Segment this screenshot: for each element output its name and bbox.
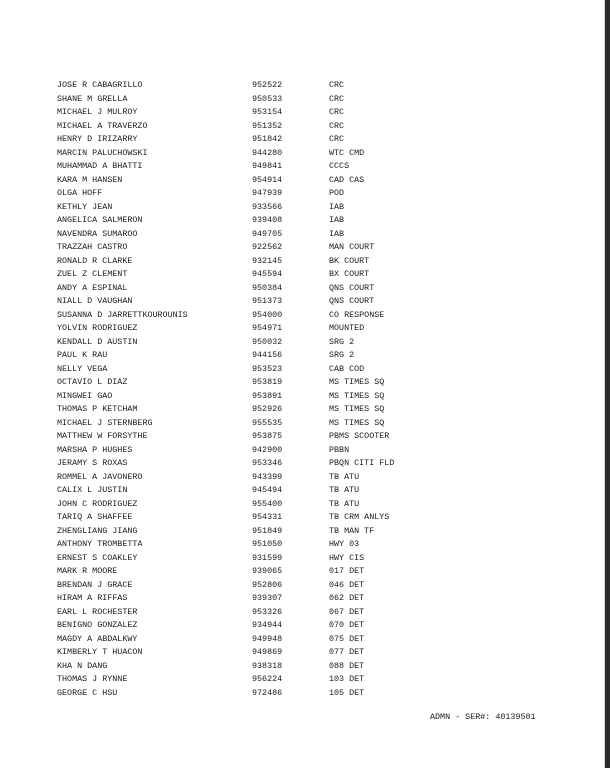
tax-id: 953819 [252, 377, 283, 387]
member-name: MUHAMMAD A BHATTI [57, 161, 143, 171]
tax-id: 951352 [252, 120, 283, 131]
tax-id: 943399 [252, 471, 283, 482]
member-name: ZUEL Z CLEMENT [57, 269, 128, 279]
tax-id: 953346 [252, 458, 283, 468]
command-assignment: MAN COURT [329, 242, 375, 252]
command-assignment: CRC [329, 120, 345, 131]
command-assignment: CRC [329, 134, 345, 144]
command-assignment: MS TIMES SQ [329, 417, 385, 428]
command-assignment: 062 DET [329, 593, 365, 603]
member-name: KETHLY JEAN [57, 201, 113, 212]
command-assignment: BX COURT [329, 269, 370, 279]
command-assignment: 067 DET [329, 606, 365, 617]
command-assignment: IAB [329, 215, 345, 225]
member-name: KIMBERLY T HUACON [57, 647, 143, 657]
tax-id: 942900 [252, 444, 283, 455]
tax-id: 938318 [252, 660, 283, 671]
command-assignment: IAB [329, 201, 345, 212]
member-name: MICHAEL J MULROY [57, 107, 138, 117]
tax-id: 952926 [252, 404, 283, 414]
command-assignment: CAD CAS [329, 174, 365, 185]
tax-id: 953875 [252, 431, 283, 441]
member-name: MICHAEL A TRAVERZO [57, 120, 148, 131]
command-assignment: TB MAN TF [329, 525, 375, 536]
member-name: JERAMY S ROXAS [57, 458, 128, 468]
command-assignment: 105 DET [329, 687, 365, 698]
member-name: BRENDAN J GRACE [57, 579, 133, 590]
command-assignment: 075 DET [329, 633, 365, 644]
member-name: HIRAM A RIFFAS [57, 593, 128, 603]
member-name: KHA N DANG [57, 660, 108, 671]
command-assignment: 070 DET [329, 620, 365, 630]
command-assignment: CRC [329, 107, 345, 117]
command-assignment: MOUNTED [329, 323, 365, 333]
member-name: ERNEST S COAKLEY [57, 552, 138, 563]
member-name: KENDALL D AUSTIN [57, 336, 138, 347]
tax-id: 953154 [252, 107, 283, 117]
member-name: EARL L ROCHESTER [57, 606, 138, 617]
member-name: KARA M HANSEN [57, 174, 123, 185]
member-name: GEORGE C HSU [57, 687, 118, 698]
tax-id: 954971 [252, 323, 283, 333]
tax-id: 939307 [252, 593, 283, 603]
tax-id: 951373 [252, 296, 283, 306]
tax-id: 951849 [252, 525, 283, 536]
tax-id: 939065 [252, 566, 283, 576]
command-assignment: CAB COD [329, 363, 365, 374]
tax-id: 953891 [252, 390, 283, 401]
member-name: ANGELICA SALMERON [57, 215, 143, 225]
tax-id: 949948 [252, 633, 283, 644]
member-name: JOHN C RODRIGUEZ [57, 498, 138, 509]
member-name: ANTHONY TROMBETTA [57, 539, 143, 549]
command-assignment: 077 DET [329, 647, 365, 657]
member-name: ANDY A ESPINAL [57, 282, 128, 293]
tax-id: 950384 [252, 282, 283, 293]
command-assignment: CCCS [329, 161, 350, 171]
member-name: CALIX L JUSTIN [57, 485, 128, 495]
tax-id: 947939 [252, 188, 283, 198]
tax-id: 944280 [252, 147, 283, 158]
tax-id: 933566 [252, 201, 283, 212]
tax-id: 949841 [252, 161, 283, 171]
command-assignment: MS TIMES SQ [329, 377, 385, 387]
tax-id: 949869 [252, 647, 283, 657]
serial-footer: ADMN - SER#: 40139581 [430, 712, 536, 722]
tax-id: 954000 [252, 309, 283, 320]
member-name: THOMAS J RYNNE [57, 674, 128, 684]
tax-id: 951842 [252, 134, 283, 144]
member-name: THOMAS P KETCHAM [57, 404, 138, 414]
command-assignment: CRC [329, 80, 345, 90]
command-assignment: HWY CIS [329, 552, 365, 563]
member-name: NELLY VEGA [57, 363, 108, 374]
member-name: OLGA HOFF [57, 188, 103, 198]
command-assignment: SRG 2 [329, 336, 355, 347]
command-assignment: TB ATU [329, 498, 360, 509]
command-assignment: TB CRM ANLYS [329, 512, 390, 522]
tax-id: 922562 [252, 242, 283, 252]
command-assignment: 088 DET [329, 660, 365, 671]
tax-id: 955400 [252, 498, 283, 509]
member-name: HENRY D IRIZARRY [57, 134, 138, 144]
tax-id: 952522 [252, 80, 283, 90]
member-name: YOLVIN RODRIGUEZ [57, 323, 138, 333]
command-assignment: PBQN CITI FLD [329, 458, 395, 468]
command-assignment: CRC [329, 93, 345, 104]
tax-id: 954331 [252, 512, 283, 522]
viewer-edge [605, 0, 610, 768]
tax-id: 950032 [252, 336, 283, 347]
member-name: TRAZZAH CASTRO [57, 242, 128, 252]
command-assignment: 103 DET [329, 674, 365, 684]
member-name: MICHAEL J STERNBERG [57, 417, 153, 428]
member-name: OCTAVIO L DIAZ [57, 377, 128, 387]
member-name: NIALL D VAUGHAN [57, 296, 133, 306]
command-assignment: POD [329, 188, 345, 198]
tax-id: 972486 [252, 687, 283, 698]
member-name: RONALD R CLARKE [57, 255, 133, 266]
tax-id: 944156 [252, 350, 283, 360]
member-name: SHANE M GRELLA [57, 93, 128, 104]
command-assignment: 017 DET [329, 566, 365, 576]
member-name: BENIGNO GONZALEZ [57, 620, 138, 630]
tax-id: 950533 [252, 93, 283, 104]
tax-id: 953326 [252, 606, 283, 617]
command-assignment: TB ATU [329, 471, 360, 482]
command-assignment: WTC CMD [329, 147, 365, 158]
member-name: MARSHA P HUGHES [57, 444, 133, 455]
tax-id: 949705 [252, 228, 283, 239]
member-name: JOSE R CABAGRILLO [57, 80, 143, 90]
command-assignment: MS TIMES SQ [329, 404, 385, 414]
command-assignment: PBMS SCOOTER [329, 431, 390, 441]
tax-id: 956224 [252, 674, 283, 684]
tax-id: 934944 [252, 620, 283, 630]
member-name: MARCIN PALUCHOWSKI [57, 147, 148, 158]
member-name: MAGDY A ABDALKWY [57, 633, 138, 644]
member-name: SUSANNA D JARRETTKOUROUNIS [57, 309, 188, 320]
command-assignment: 046 DET [329, 579, 365, 590]
command-assignment: QNS COURT [329, 296, 375, 306]
command-assignment: QNS COURT [329, 282, 375, 293]
tax-id: 951050 [252, 539, 283, 549]
tax-id: 945494 [252, 485, 283, 495]
command-assignment: BK COURT [329, 255, 370, 266]
command-assignment: HWY 03 [329, 539, 360, 549]
tax-id: 939408 [252, 215, 283, 225]
member-name: TARIQ A SHAFFEE [57, 512, 133, 522]
command-assignment: SRG 2 [329, 350, 355, 360]
command-assignment: CO RESPONSE [329, 309, 385, 320]
member-name: MATTHEW W FORSYTHE [57, 431, 148, 441]
command-assignment: PBBN [329, 444, 350, 455]
command-assignment: MS TIMES SQ [329, 390, 385, 401]
member-name: ROMMEL A JAVONERO [57, 471, 143, 482]
member-name: PAUL K RAU [57, 350, 108, 360]
tax-id: 931599 [252, 552, 283, 563]
member-name: MARK R MOORE [57, 566, 118, 576]
tax-id: 952806 [252, 579, 283, 590]
command-assignment: IAB [329, 228, 345, 239]
member-name: ZHENGLIANG JIANG [57, 525, 138, 536]
tax-id: 954914 [252, 174, 283, 185]
command-assignment: TB ATU [329, 485, 360, 495]
tax-id: 953523 [252, 363, 283, 374]
tax-id: 932145 [252, 255, 283, 266]
member-name: NAVENDRA SUMAROO [57, 228, 138, 239]
tax-id: 955535 [252, 417, 283, 428]
tax-id: 945594 [252, 269, 283, 279]
member-name: MINGWEI GAO [57, 390, 113, 401]
